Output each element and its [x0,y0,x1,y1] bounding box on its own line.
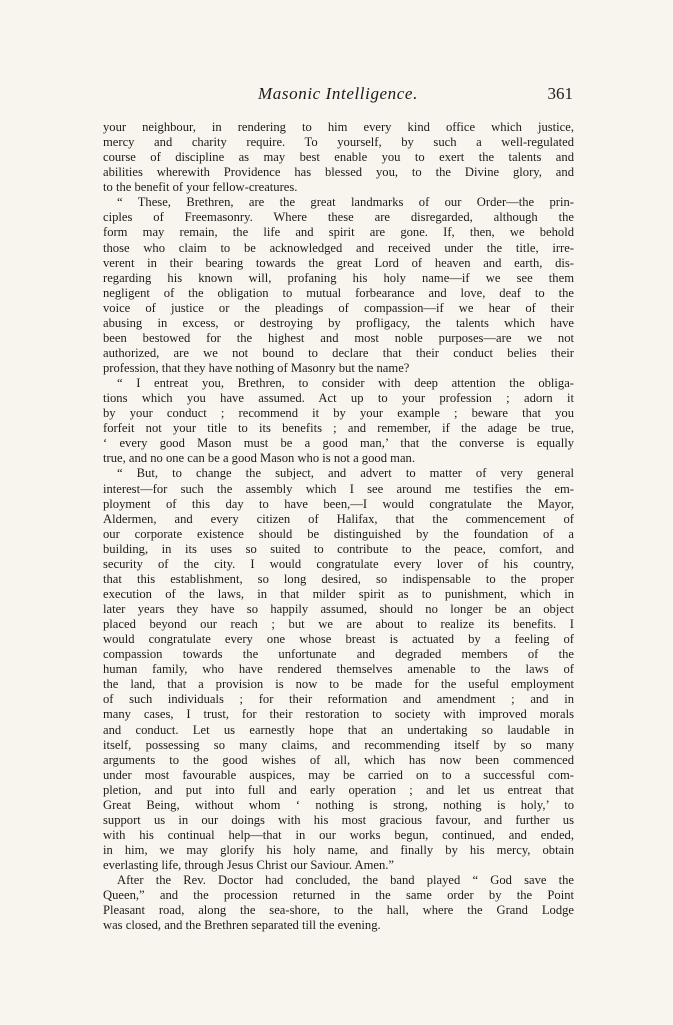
paragraph [103,120,574,195]
text-line: course of discipline as may best enable you to exert the talents and [103,150,574,165]
text-line: authorized, are we not bound to declare that their conduct belies their [103,345,574,360]
running-title: Masonic Intelligence. [258,84,418,103]
text-line: regarding his known will, profaning his holy name—if we see them [103,270,574,285]
text-line: arguments to the good wishes of all, which has now been commenced [103,752,574,767]
paragraph [103,376,574,466]
text-line: security of the city. I would congratulate every lover of his country, [103,556,574,571]
text-line: verent in their bearing towards the great Lord of heaven and earth, dis- [103,255,574,270]
text-line: by your conduct ; recommend it by your example ; beware that you [103,406,574,421]
text-line: execution of the laws, in that milder spirit as to punishment, which in [103,586,574,601]
text-line: mercy and charity require. To yourself, by such a well-regulated [103,135,574,150]
text-line: abilities wherewith Providence has blessed you, to the Divine glory, and [103,165,574,180]
text-line: Aldermen, and every citizen of Halifax, that the commencement of [103,511,574,526]
text-line: Pleasant road, along the sea-shore, to the hall, where the Grand Lodge [103,903,574,918]
text-line: tions which you have assumed. Act up to your profession ; adorn it [103,391,574,406]
text-line: those who claim to be acknowledged and received under the title, irre- [103,240,574,255]
text-line: itself, possessing so many claims, and recommending itself by so many [103,737,574,752]
text-line: interest—for such the assembly which I see around me testifies the em- [103,481,574,496]
paragraph [103,195,574,376]
text-line: profession, that they have nothing of Masonry but the name? [103,361,410,375]
text-line: ployment of this day to have been,—I would congratulate the Mayor, [103,496,574,511]
text-line: compassion towards the unfortunate and degraded members of the [103,647,574,662]
text-line: ciples of Freemasonry. Where these are disregarded, although the [103,210,574,225]
text-line: building, in its uses so suited to contribute to the peace, comfort, and [103,541,574,556]
body-text [103,120,574,933]
text-line: form may remain, the life and spirit are gone. If, then, we behold [103,225,574,240]
paragraph [103,466,574,873]
text-line: support us in our doings with his most gracious favour, and further us [103,812,574,827]
text-line: “ But, to change the subject, and advert to matter of very general [117,466,574,481]
text-line: and conduct. Let us earnestly hope that an undertaking so laudable in [103,722,574,737]
text-line: everlasting life, through Jesus Christ our Saviour. Amen.” [103,858,395,873]
text-line: true, and no one can be a good Mason who is not a good man. [103,451,415,466]
text-line: “ These, Brethren, are the great landmarks of our Order—the prin- [117,195,574,210]
text-line: forfeit not your title to its benefits ; and remember, if the adage be true, [103,421,574,436]
text-line: voice of justice or the pleadings of compassion—if we hear of their [103,300,574,315]
text-line: that this establishment, so long desired, so indispensable to the proper [103,571,574,586]
text-line: to the benefit of your fellow-creatures. [103,180,298,195]
text-line: under most favourable auspices, may be carried on to a successful com- [103,767,574,782]
text-line: pletion, and put into full and early operation ; and let us entreat that [103,782,574,797]
page-number: 361 [547,84,573,103]
text-line: your neighbour, in rendering to him every kind office which justice, [103,120,574,134]
paragraph [103,873,574,933]
text-line: “ I entreat you, Brethren, to consider with deep attention the obliga- [117,376,574,391]
text-line: in him, we may glorify his holy name, and finally by his mercy, obtain [103,843,574,857]
text-line: later years they have so happily assumed, should no longer be an object [103,602,574,616]
text-line: After the Rev. Doctor had concluded, the band played “ God save the [117,873,574,888]
text-line: Queen,” and the procession returned in the same order by the Point [103,888,574,903]
text-line: Great Being, without whom ‘ nothing is strong, nothing is holy,’ to [103,797,574,812]
text-line: been bestowed for the highest and most noble purposes—are we not [103,330,574,345]
text-line: negligent of the obligation to mutual forbearance and love, deaf to the [103,285,574,300]
text-line: placed beyond our reach ; but we are about to realize its benefits. I [103,617,574,632]
text-line: was closed, and the Brethren separated till the evening. [103,918,381,933]
text-line: many cases, I trust, for their restoration to society with improved morals [103,707,574,722]
text-line: abusing in excess, or destroying by profligacy, the talents which have [103,315,574,330]
text-line: our corporate existence should be distinguished by the foundation of a [103,526,574,541]
text-line: human family, who have rendered themselves amenable to the laws of [103,662,574,677]
text-line: would congratulate every one whose breast is actuated by a feeling of [103,632,574,647]
text-line: of such individuals ; for their reformation and amendment ; and in [103,692,574,707]
running-head [103,84,573,108]
text-line: with his continual help—that in our works begun, continued, and ended, [103,827,574,842]
text-line: ‘ every good Mason must be a good man,’ that the converse is equally [103,436,574,451]
text-line: the land, that a provision is now to be made for the useful employment [103,677,574,692]
